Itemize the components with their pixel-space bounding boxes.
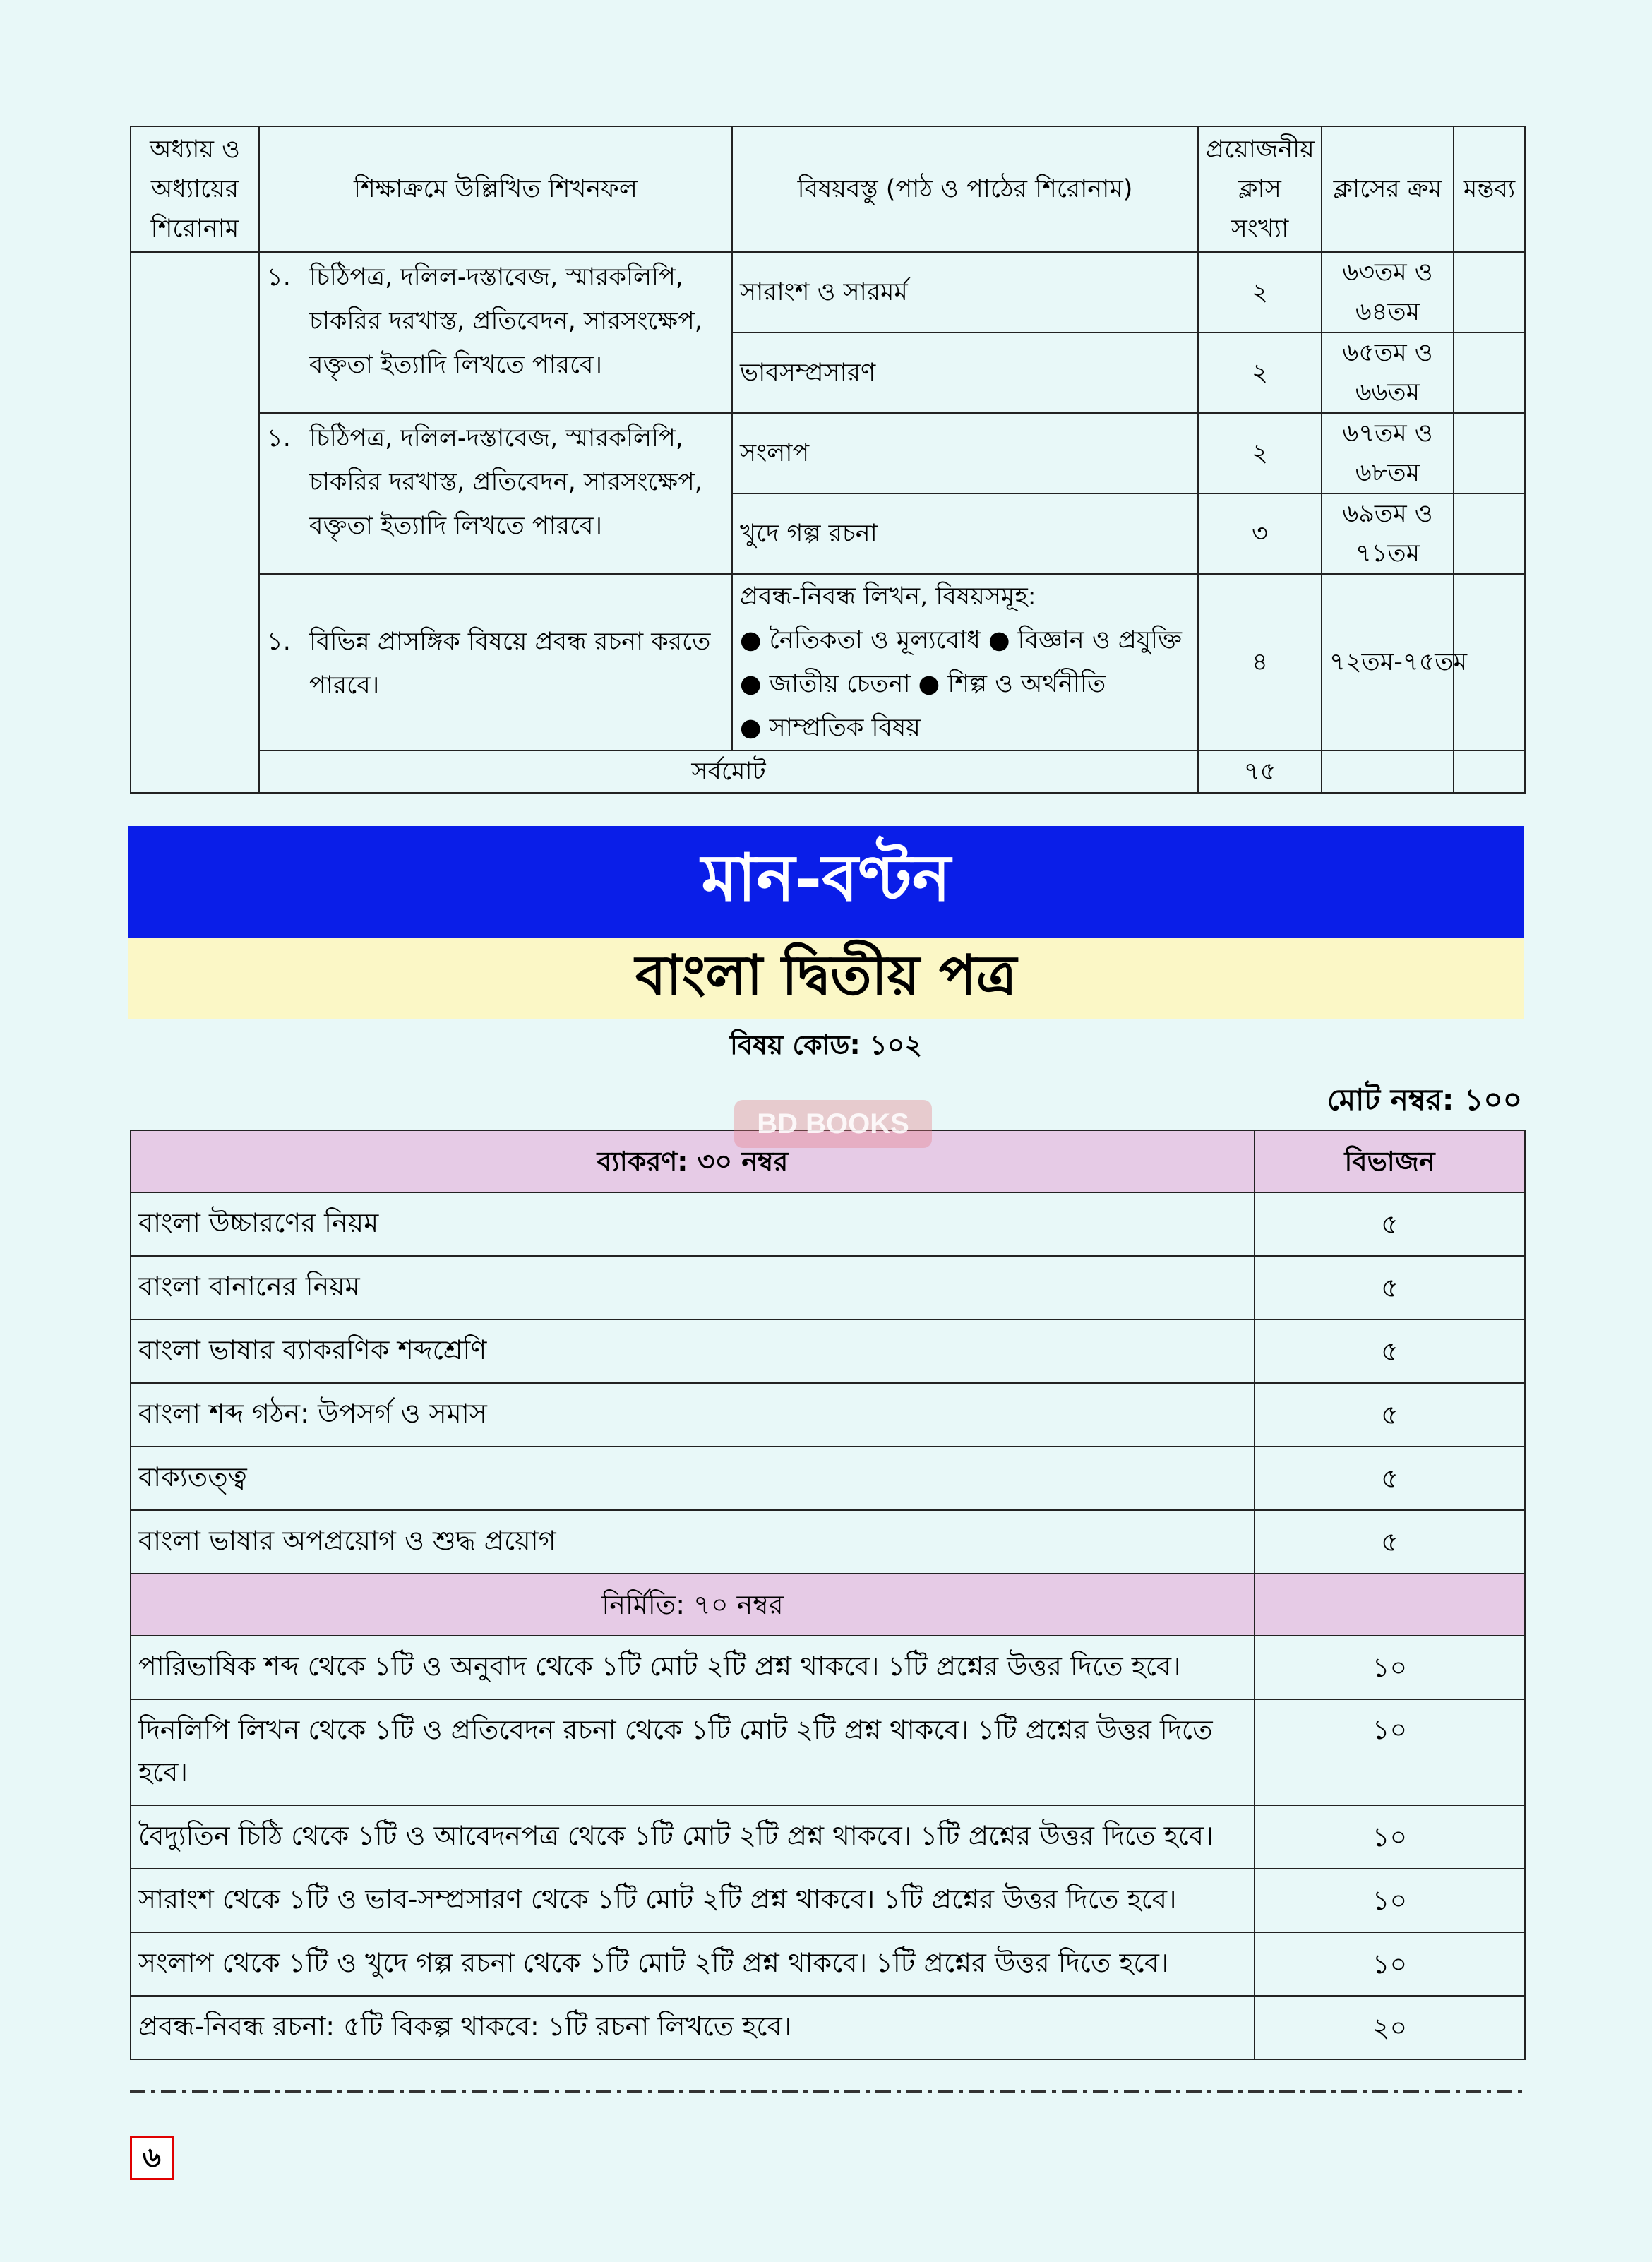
composition-mark: ১০	[1255, 1869, 1525, 1932]
remarks-cell	[1454, 333, 1525, 413]
composition-mark: ১০	[1255, 1699, 1525, 1805]
grammar-topic: বাংলা বানানের নিয়ম	[131, 1256, 1255, 1320]
grammar-header: ব্যাকরণ: ৩০ নম্বর	[131, 1130, 1255, 1192]
classes-cell: ২	[1198, 333, 1322, 413]
remarks-cell	[1454, 413, 1525, 493]
classes-cell: ২	[1198, 252, 1322, 333]
grammar-topic: বাংলা ভাষার ব্যাকরণিক শব্দশ্রেণি	[131, 1320, 1255, 1383]
content-item: ● সাম্প্রতিক বিষয়	[740, 714, 921, 742]
composition-topic: প্রবন্ধ-নিবন্ধ রচনা: ৫টি বিকল্প থাকবে: ১টি রচনা লিখতে হবে।	[131, 1996, 1255, 2059]
composition-mark: ২০	[1255, 1996, 1525, 2059]
total-marks: মোট নম্বর: ১০০	[1327, 1082, 1522, 1117]
order-cell: ৬৭তম ও ৬৮তম	[1322, 413, 1454, 493]
marks-table	[130, 1130, 1526, 2060]
table-row	[131, 1256, 1525, 1320]
outcome-number: ১.	[267, 424, 291, 453]
content-item: ● নৈতিকতা ও মূল্যবোধ ● বিজ্ঞান ও প্রযুক্তি	[740, 626, 1182, 654]
outcome-cell	[259, 574, 732, 750]
header-order: ক্লাসের ক্রম	[1322, 126, 1454, 252]
composition-header: নির্মিতি: ৭০ নম্বর	[131, 1574, 1255, 1636]
outcome-cell	[259, 413, 732, 574]
composition-mark: ১০	[1255, 1932, 1525, 1996]
table-row	[131, 1996, 1525, 2059]
grammar-mark: ৫	[1255, 1256, 1525, 1320]
classes-cell: ৪	[1198, 574, 1322, 750]
total-remarks-cell	[1454, 750, 1525, 793]
chapter-cell	[131, 252, 259, 793]
grammar-topic: বাংলা ভাষার অপপ্রয়োগ ও শুদ্ধ প্রয়োগ	[131, 1510, 1255, 1574]
composition-topic: দিনলিপি লিখন থেকে ১টি ও প্রতিবেদন রচনা থেকে ১টি মোট ২টি প্রশ্ন থাকবে। ১টি প্রশ্নের উত্তর দিতে হবে।	[131, 1699, 1255, 1805]
grammar-mark: ৫	[1255, 1447, 1525, 1510]
header-content: বিষয়বস্তু (পাঠ ও পাঠের শিরোনাম)	[732, 126, 1198, 252]
subject-code: বিষয় কোড: ১০২	[729, 1029, 923, 1060]
content-cell	[732, 574, 1198, 750]
banner-subtitle: বাংলা দ্বিতীয় পত্র	[635, 943, 1017, 1007]
header-classes: প্রয়োজনীয় ক্লাস সংখ্যা	[1198, 126, 1322, 252]
table-row	[131, 1510, 1525, 1574]
order-cell: ৭২তম-৭৫তম	[1322, 574, 1454, 750]
content-cell: খুদে গল্প রচনা	[732, 493, 1198, 574]
table-row	[131, 1636, 1525, 1699]
grammar-topic: বাক্যতত্ত্ব	[131, 1447, 1255, 1510]
page-number: ৬	[130, 2136, 174, 2180]
marks-distribution-banner	[128, 826, 1524, 938]
composition-topic: পারিভাষিক শব্দ থেকে ১টি ও অনুবাদ থেকে ১টি মোট ২টি প্রশ্ন থাকবে। ১টি প্রশ্নের উত্তর দিতে হবে।	[131, 1636, 1255, 1699]
grammar-topic: বাংলা উচ্চারণের নিয়ম	[131, 1192, 1255, 1256]
banner-title: মান-বণ্টন	[701, 839, 951, 916]
content-cell: সংলাপ	[732, 413, 1198, 493]
content-cell: সারাংশ ও সারমর্ম	[732, 252, 1198, 333]
header-outcome: শিক্ষাক্রমে উল্লিখিত শিখনফল	[259, 126, 732, 252]
header-chapter: অধ্যায় ও অধ্যায়ের শিরোনাম	[131, 126, 259, 252]
grammar-mark: ৫	[1255, 1320, 1525, 1383]
total-value: ৭৫	[1198, 750, 1322, 793]
grammar-mark: ৫	[1255, 1510, 1525, 1574]
bd-books-watermark: BD BOOKS	[734, 1100, 932, 1148]
outcome-cell	[259, 252, 732, 413]
composition-topic: বৈদ্যুতিন চিঠি থেকে ১টি ও আবেদনপত্র থেকে ১টি মোট ২টি প্রশ্ন থাকবে। ১টি প্রশ্নের উত্তর দিতে হবে।	[131, 1805, 1255, 1869]
footer-divider	[130, 2090, 1524, 2093]
content-item: ● জাতীয় চেতনা ● শিল্প ও অর্থনীতি	[740, 670, 1106, 698]
classes-cell: ২	[1198, 413, 1322, 493]
outcome-text: বিভিন্ন প্রাসঙ্গিক বিষয়ে প্রবন্ধ রচনা করতে পারবে।	[309, 628, 711, 700]
table-row	[131, 1932, 1525, 1996]
table-row	[131, 1320, 1525, 1383]
outcome-text: চিঠিপত্র, দলিল-দস্তাবেজ, স্মারকলিপি, চাকরির দরখাস্ত, প্রতিবেদন, সারসংক্ষেপ, বক্তৃতা ইত্যাদি লিখতে পারবে।	[309, 263, 702, 379]
content-title: প্রবন্ধ-নিবন্ধ লিখন, বিষয়সমূহ:	[740, 582, 1036, 611]
table-row	[131, 1805, 1525, 1869]
composition-topic: সারাংশ থেকে ১টি ও ভাব-সম্প্রসারণ থেকে ১টি মোট ২টি প্রশ্ন থাকবে। ১টি প্রশ্নের উত্তর দিতে হবে।	[131, 1869, 1255, 1932]
table-row	[131, 1192, 1525, 1256]
subject-banner	[128, 938, 1524, 1019]
content-cell: ভাবসম্প্রসারণ	[732, 333, 1198, 413]
composition-mark: ১০	[1255, 1805, 1525, 1869]
outcome-text: চিঠিপত্র, দলিল-দস্তাবেজ, স্মারকলিপি, চাকরির দরখাস্ত, প্রতিবেদন, সারসংক্ষেপ, বক্তৃতা ইত্যাদি লিখতে পারবে।	[309, 424, 702, 540]
table-row	[131, 1699, 1525, 1805]
order-cell: ৬৩তম ও ৬৪তম	[1322, 252, 1454, 333]
composition-header-blank	[1255, 1574, 1525, 1636]
table-row	[131, 1383, 1525, 1447]
order-cell: ৬৫তম ও ৬৬তম	[1322, 333, 1454, 413]
table-row	[131, 1447, 1525, 1510]
grammar-mark: ৫	[1255, 1192, 1525, 1256]
total-label: সর্বমোট	[259, 750, 1198, 793]
total-order-cell	[1322, 750, 1454, 793]
grammar-mark: ৫	[1255, 1383, 1525, 1447]
classes-cell: ৩	[1198, 493, 1322, 574]
remarks-cell	[1454, 252, 1525, 333]
division-header: বিভাজন	[1255, 1130, 1525, 1192]
header-remarks: মন্তব্য	[1454, 126, 1525, 252]
order-cell: ৬৯তম ও ৭১তম	[1322, 493, 1454, 574]
composition-mark: ১০	[1255, 1636, 1525, 1699]
composition-topic: সংলাপ থেকে ১টি ও খুদে গল্প রচনা থেকে ১টি মোট ২টি প্রশ্ন থাকবে। ১টি প্রশ্নের উত্তর দিতে হবে।	[131, 1932, 1255, 1996]
outcome-number: ১.	[267, 263, 291, 292]
remarks-cell	[1454, 493, 1525, 574]
outcome-number: ১.	[267, 628, 291, 656]
grammar-topic: বাংলা শব্দ গঠন: উপসর্গ ও সমাস	[131, 1383, 1255, 1447]
table-row	[131, 1869, 1525, 1932]
syllabus-table	[130, 126, 1526, 794]
